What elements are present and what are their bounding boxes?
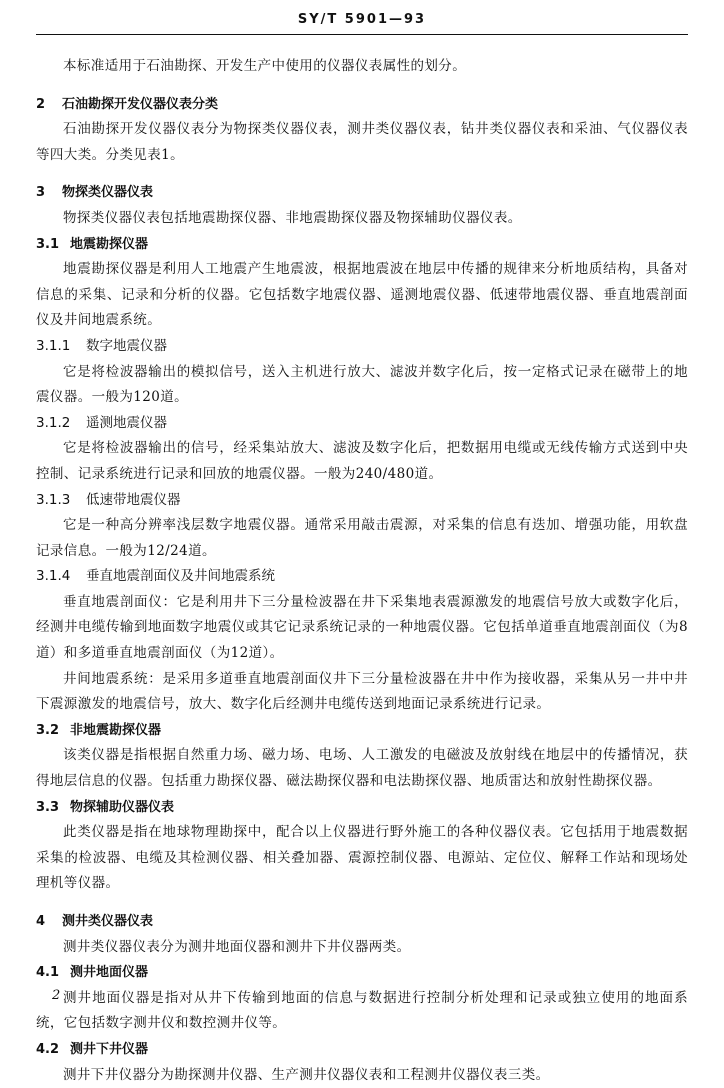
body-paragraph: 此类仪器是指在地球物理勘探中，配合以上仪器进行野外施工的各种仪器仪表。它包括用于地震数据采集的检波器、电缆及其检测仪器、相关叠加器、震源控制仪器、电源站、定位仪、解释工作站和现场处理机等仪器。 [36,824,688,892]
subsection-title: 测井下井仪器 [70,1041,149,1057]
section-heading [36,180,688,206]
subsubsection-heading [36,564,688,590]
page-header: SY/T 5901—93 [297,12,427,27]
subsection-number: 3.2 [36,722,60,738]
body-paragraph: 它是将检波器输出的模拟信号，送入主机进行放大、滤波并数字化后，按一定格式记录在磁带上的地震仪器。一般为120道。 [36,363,688,406]
body-paragraph: 石油勘探开发仪器仪表分为物探类仪器仪表，测井类仪器仪表，钻井类仪器仪表和采油、气仪器仪表等四大类。分类见表1。 [36,121,688,163]
subsection-title: 地震勘探仪器 [70,236,149,252]
subsubsection-title: 数字地震仪器 [86,337,167,354]
subsection-heading [36,718,688,744]
subsubsection-title: 低速带地震仪器 [86,491,181,508]
section-heading [36,909,688,935]
section-heading [36,92,688,118]
subsubsection-title: 遥测地震仪器 [86,414,167,431]
header-rule [36,34,688,35]
subsubsection-number: 3.1.4 [36,568,71,585]
subsection-number: 4.2 [36,1041,60,1057]
body-paragraph: 物探类仪器仪表包括地震勘探仪器、非地震勘探仪器及物探辅助仪器仪表。 [63,209,522,226]
body-paragraph: 测井下井仪器分为勘探测井仪器、生产测井仪器仪表和工程测井仪器仪表三类。 [63,1066,550,1083]
body-paragraph: 垂直地震剖面仪：它是利用井下三分量检波器在井下采集地表震源激发的地震信号放大或数字化后，经测井电缆传输到地面数字地震仪或其它记录系统记录的一种地震仪器。它包括单道垂直地震剖面仪（为8道）和多道垂直地震剖面仪（为12道）。 [36,593,688,662]
subsubsection-number: 3.1.1 [36,337,71,354]
subsection-title: 测井地面仪器 [70,965,149,981]
section-number: 4 [36,914,46,929]
subsection-heading [36,795,688,821]
subsection-heading [36,232,688,258]
subsection-heading [36,960,688,986]
subsection-title: 非地震勘探仪器 [70,722,162,738]
section-number: 2 [36,96,46,112]
body-paragraph: 它是一种高分辨率浅层数字地震仪器。通常采用敲击震源，对采集的信息有迭加、增强功能，用软盘记录信息。一般为12/24道。 [36,517,688,559]
section-gap [36,80,688,92]
body-paragraph: 该类仪器是指根据自然重力场、磁力场、电场、人工激发的电磁波及放射线在地层中的传播情况，获得地层信息的仪器。包括重力勘探仪器、磁法勘探仪器和电法勘探仪器、地质雷达和放射性勘探仪器。 [36,747,688,790]
section-title: 石油勘探开发仪器仪表分类 [62,96,219,112]
section-number: 3 [36,185,46,201]
body-paragraph: 它是将检波器输出的信号，经采集站放大、滤波及数字化后，把数据用电缆或无线传输方式送到中央控制、记录系统进行记录和回放的地震仪器。一般为240/480道。 [36,440,688,482]
body-paragraph: 本标准适用于石油勘探、开发生产中使用的仪器仪表属性的划分。 [63,58,467,74]
subsubsection-number: 3.1.2 [36,414,71,431]
body-paragraph: 测井地面仪器是指对从井下传输到地面的信息与数据进行控制分析处理和记录或独立使用的地面系统，它包括数字测井仪和数控测井仪等。 [36,989,688,1032]
subsection-title: 物探辅助仪器仪表 [70,799,175,815]
section-title: 测井类仪器仪表 [62,914,154,929]
body-paragraph: 地震勘探仪器是利用人工地震产生地震波，根据地震波在地层中传播的规律来分析地质结构，具备对信息的采集、记录和分析的仪器。它包括数字地震仪器、遥测地震仪器、低速带地震仪器、垂直地震剖面仪及井间地震系统。 [36,261,688,329]
section-title: 物探类仪器仪表 [62,185,154,201]
body-paragraph: 井间地震系统：是采用多道垂直地震剖面仪井下三分量检波器在井中作为接收器，采集从另一井中井下震源激发的地震信号，放大、数字化后经测井电缆传送到地面记录系统进行记录。 [36,670,688,713]
document-body [36,54,688,1088]
subsection-number: 4.1 [36,965,60,981]
subsubsection-heading [36,411,688,437]
subsubsection-heading [36,334,688,360]
subsection-number: 3.3 [36,799,60,815]
subsubsection-number: 3.1.3 [36,491,71,508]
subsubsection-title: 垂直地震剖面仪及井间地震系统 [86,568,275,585]
subsection-heading [36,1037,688,1063]
section-gap [36,897,688,909]
body-paragraph: 测井类仪器仪表分为测井地面仪器和测井下井仪器两类。 [63,938,411,955]
subsubsection-heading [36,488,688,514]
section-gap [36,168,688,180]
page-number: 2 [52,988,61,1003]
subsection-number: 3.1 [36,236,60,252]
